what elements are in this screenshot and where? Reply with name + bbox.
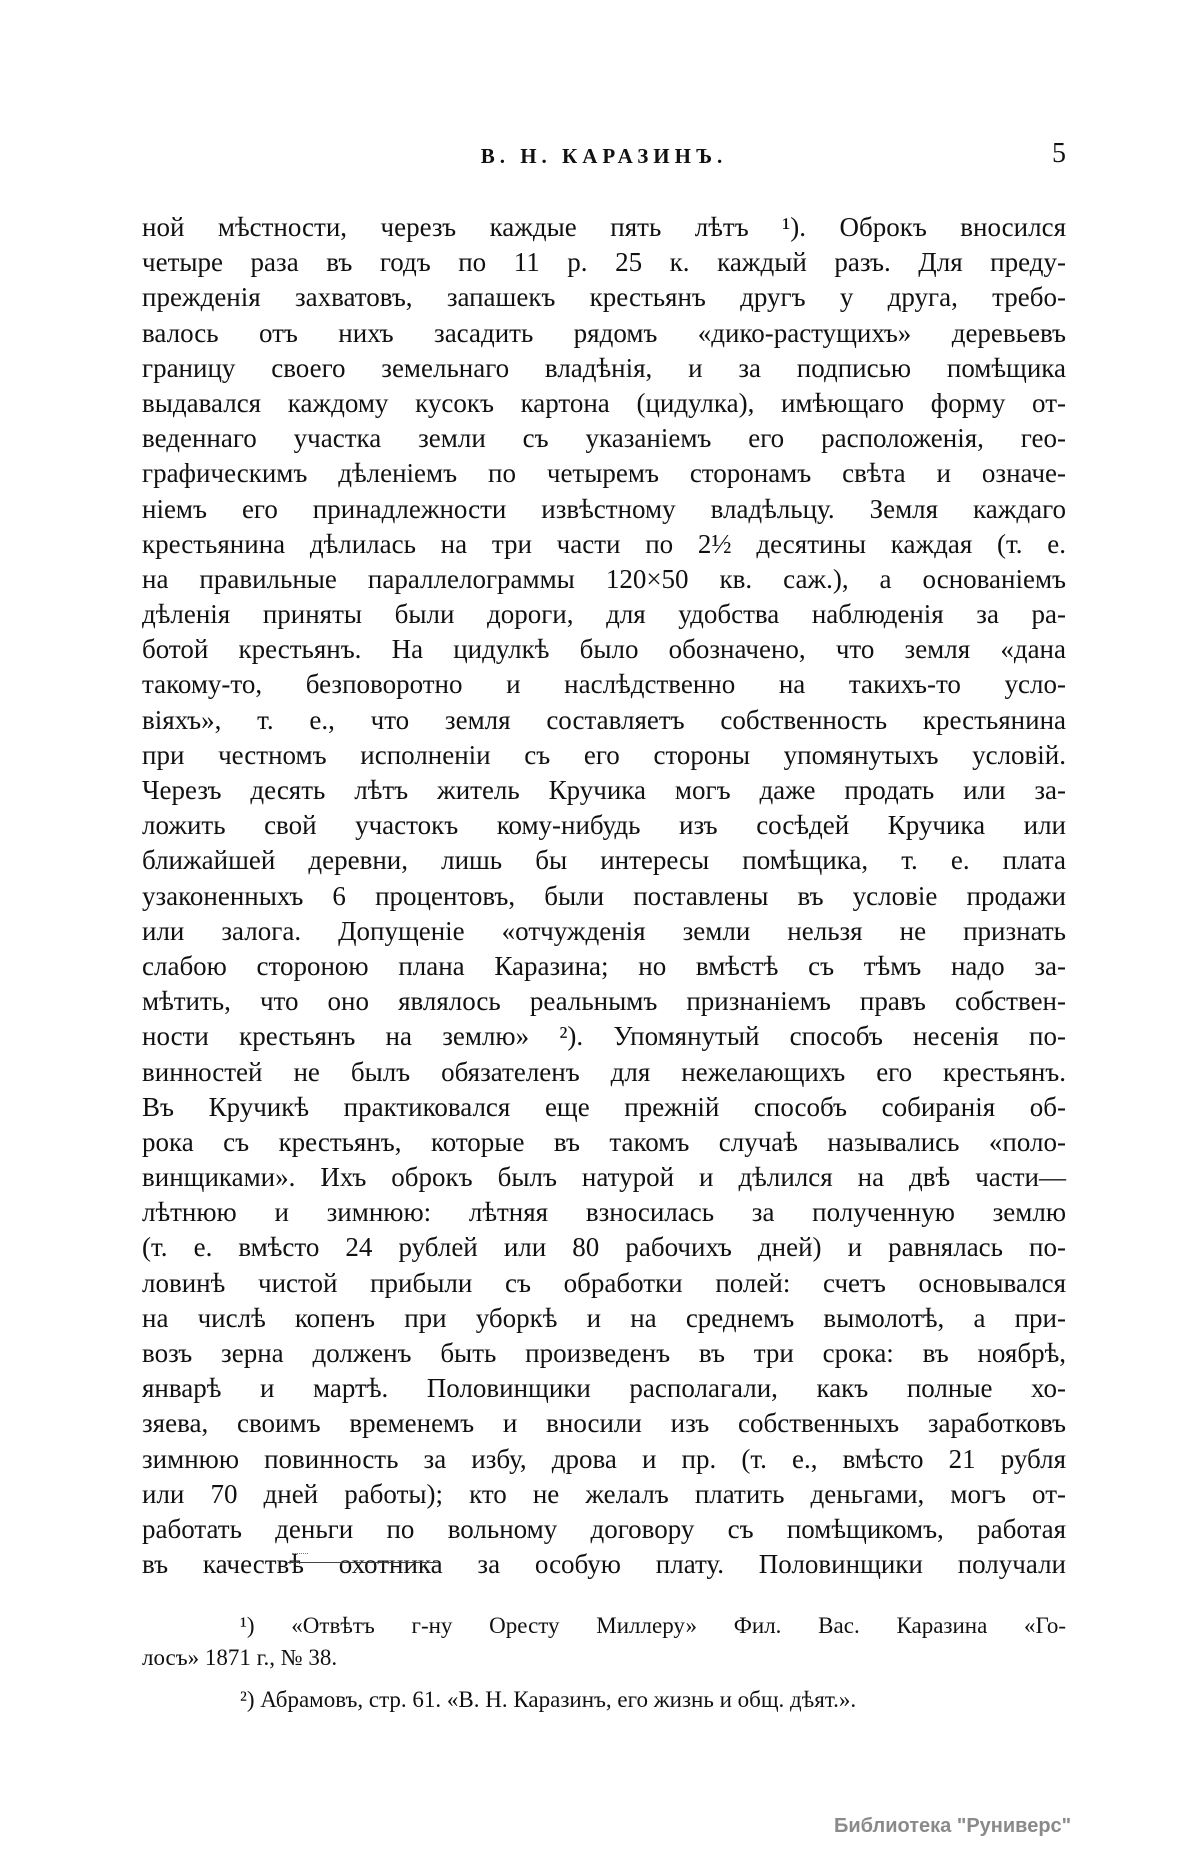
page-header (142, 138, 1066, 174)
footnote-2: ²) Абрамовъ, стр. 61. «В. Н. Каразинъ, его жизнь и общ. дѣят.». (240, 1687, 857, 1712)
text-line-content: Черезъ десять лѣтъ житель Кручика могъ даже продать или за- (142, 775, 1066, 805)
text-line (142, 1301, 1066, 1336)
text-line (142, 351, 1066, 386)
text-line-content: крестьянина дѣлилась на три части по 2½ десятины каждая (т. е. (142, 528, 1066, 559)
text-line-content: ложить свой участокъ кому-нибудь изъ сосѣдей Кручика или (142, 810, 1066, 841)
text-line (142, 1406, 1066, 1441)
footnote-separator-dots (292, 1553, 308, 1554)
text-line (142, 632, 1066, 667)
text-line-content: лѣтнюю и зимнюю: лѣтняя взносилась за полученную землю (142, 1197, 1066, 1228)
text-line (142, 1442, 1066, 1477)
footnote-1-line-1: ¹) «Отвѣтъ г-ну Оресту Миллеру» Фил. Вас. Каразина «Го- (240, 1613, 1066, 1638)
text-line (142, 597, 1066, 632)
text-line-content: веденнаго участка земли съ указаніемъ его расположенія, гео- (142, 423, 1066, 454)
text-line-content: выдавался каждому кусокъ картона (цидулка), имѣющаго форму от- (142, 387, 1066, 418)
text-line-content: ности крестьянъ на землю» ²). Упомянутый способъ несенія по- (142, 1021, 1066, 1052)
text-line (142, 492, 1066, 527)
text-line-content: дѣленія приняты были дороги, для удобства наблюденія за ра- (142, 599, 1066, 630)
text-line-content: віяхъ», т. е., что земля составляетъ собственность крестьянина (142, 704, 1066, 735)
text-line (142, 245, 1066, 280)
text-line (142, 527, 1066, 562)
text-line-content: или 70 дней работы); кто не желалъ платить деньгами, могъ от- (142, 1478, 1066, 1509)
text-line (142, 879, 1066, 914)
library-watermark: Библиотека "Руниверс" (834, 1815, 1072, 1837)
text-line (142, 1371, 1066, 1406)
text-line-content: ловинѣ чистой прибыли съ обработки полей: счетъ основывался (142, 1267, 1066, 1298)
text-line-content: на правильные параллелограммы 120×50 кв. саж.), а основаніемъ (142, 563, 1066, 594)
text-line-content: валось отъ нихъ засадить рядомъ «дико-растущихъ» деревьевъ (142, 317, 1066, 348)
text-line-content: на числѣ копенъ при уборкѣ и на среднемъ вымолотѣ, а при- (142, 1302, 1066, 1333)
text-line (142, 1230, 1066, 1265)
text-line-content: при честномъ исполненіи съ его стороны упомянутыхъ условій. (142, 739, 1066, 770)
footnote-separator (288, 1562, 438, 1563)
text-line (142, 456, 1066, 491)
text-line (142, 1512, 1066, 1547)
text-line (142, 1195, 1066, 1230)
footnote-1-line-2: лосъ» 1871 г., № 38. (142, 1645, 338, 1670)
text-line-content: границу своего земельнаго владѣнія, и за подписью помѣщика (142, 352, 1066, 383)
footnotes (142, 1610, 1066, 1716)
page-number: 5 (1052, 138, 1066, 169)
body-text (142, 210, 1066, 1582)
text-line-content: зяева, своимъ временемъ и вносили изъ собственныхъ заработковъ (142, 1408, 1066, 1439)
text-line-content: мѣтить, что оно являлось реальнымъ признаніемъ правъ собствен- (142, 986, 1066, 1017)
text-line-content: четыре раза въ годъ по 11 р. 25 к. каждый разъ. Для преду- (142, 247, 1066, 278)
text-line-content: январѣ и мартѣ. Половинщики располагали, какъ полные хо- (142, 1373, 1066, 1404)
text-line (142, 280, 1066, 315)
text-line (142, 1160, 1066, 1195)
text-line (142, 1019, 1066, 1054)
text-line (142, 843, 1066, 878)
text-line-content: зимнюю повинность за избу, дрова и пр. (т. е., вмѣсто 21 рубля (142, 1443, 1066, 1474)
text-line (142, 667, 1066, 702)
running-title: В. Н. КАРАЗИНЪ. (480, 144, 728, 168)
text-line (142, 738, 1066, 773)
text-line (142, 1477, 1066, 1512)
text-line (142, 1547, 1066, 1582)
text-line (142, 1266, 1066, 1301)
text-line (142, 421, 1066, 456)
text-line-content: винностей не былъ обязателенъ для нежелающихъ его крестьянъ. (142, 1056, 1066, 1087)
text-line (142, 316, 1066, 351)
text-line (142, 210, 1066, 245)
text-line (142, 773, 1066, 808)
text-line-content: ближайшей деревни, лишь бы интересы помѣщика, т. е. плата (142, 845, 1066, 876)
text-line-content: слабою стороною плана Каразина; но вмѣстѣ съ тѣмъ надо за- (142, 950, 1066, 981)
text-line-content: винщиками». Ихъ оброкъ былъ натурой и дѣлился на двѣ части— (142, 1162, 1066, 1193)
text-line-content: такому-то, безповоротно и наслѣдственно на такихъ-то усло- (142, 669, 1066, 700)
text-line-content: въ качествѣ охотника за особую плату. Половинщики получали (142, 1549, 1066, 1580)
text-line (142, 914, 1066, 949)
text-line-content: работать деньги по вольному договору съ помѣщикомъ, работая (142, 1513, 1066, 1544)
text-line-content: ніемъ его принадлежности извѣстному владѣльцу. Земля каждаго (142, 493, 1066, 524)
text-line (142, 1125, 1066, 1160)
text-line (142, 386, 1066, 421)
text-line-content: прежденія захватовъ, запашекъ крестьянъ другъ у друга, требо- (142, 282, 1066, 313)
text-line-content: ной мѣстности, черезъ каждые пять лѣтъ ¹). Оброкъ вносился (142, 212, 1066, 242)
text-line (142, 1090, 1066, 1125)
text-line-content: графическимъ дѣленіемъ по четыремъ сторонамъ свѣта и означе- (142, 458, 1066, 489)
text-line (142, 984, 1066, 1019)
text-line (142, 949, 1066, 984)
text-line (142, 1336, 1066, 1371)
text-line (142, 562, 1066, 597)
text-line-content: возъ зерна долженъ быть произведенъ въ три срока: въ ноябрѣ, (142, 1338, 1066, 1368)
text-line-content: ботой крестьянъ. На цидулкѣ было обозначено, что земля «дана (142, 634, 1066, 665)
text-line-content: Въ Кручикѣ практиковался еще прежній способъ собиранія об- (142, 1091, 1066, 1122)
text-line-content: (т. е. вмѣсто 24 рублей или 80 рабочихъ дней) и равнялась по- (142, 1232, 1066, 1263)
text-line-content: рока съ крестьянъ, которые въ такомъ случаѣ назывались «поло- (142, 1126, 1066, 1157)
text-line (142, 808, 1066, 843)
text-line (142, 703, 1066, 738)
text-line (142, 1055, 1066, 1090)
text-line-content: узаконенныхъ 6 процентовъ, были поставлены въ условіе продажи (142, 880, 1066, 911)
text-line-content: или залога. Допущеніе «отчужденія земли нельзя не признать (142, 915, 1066, 946)
